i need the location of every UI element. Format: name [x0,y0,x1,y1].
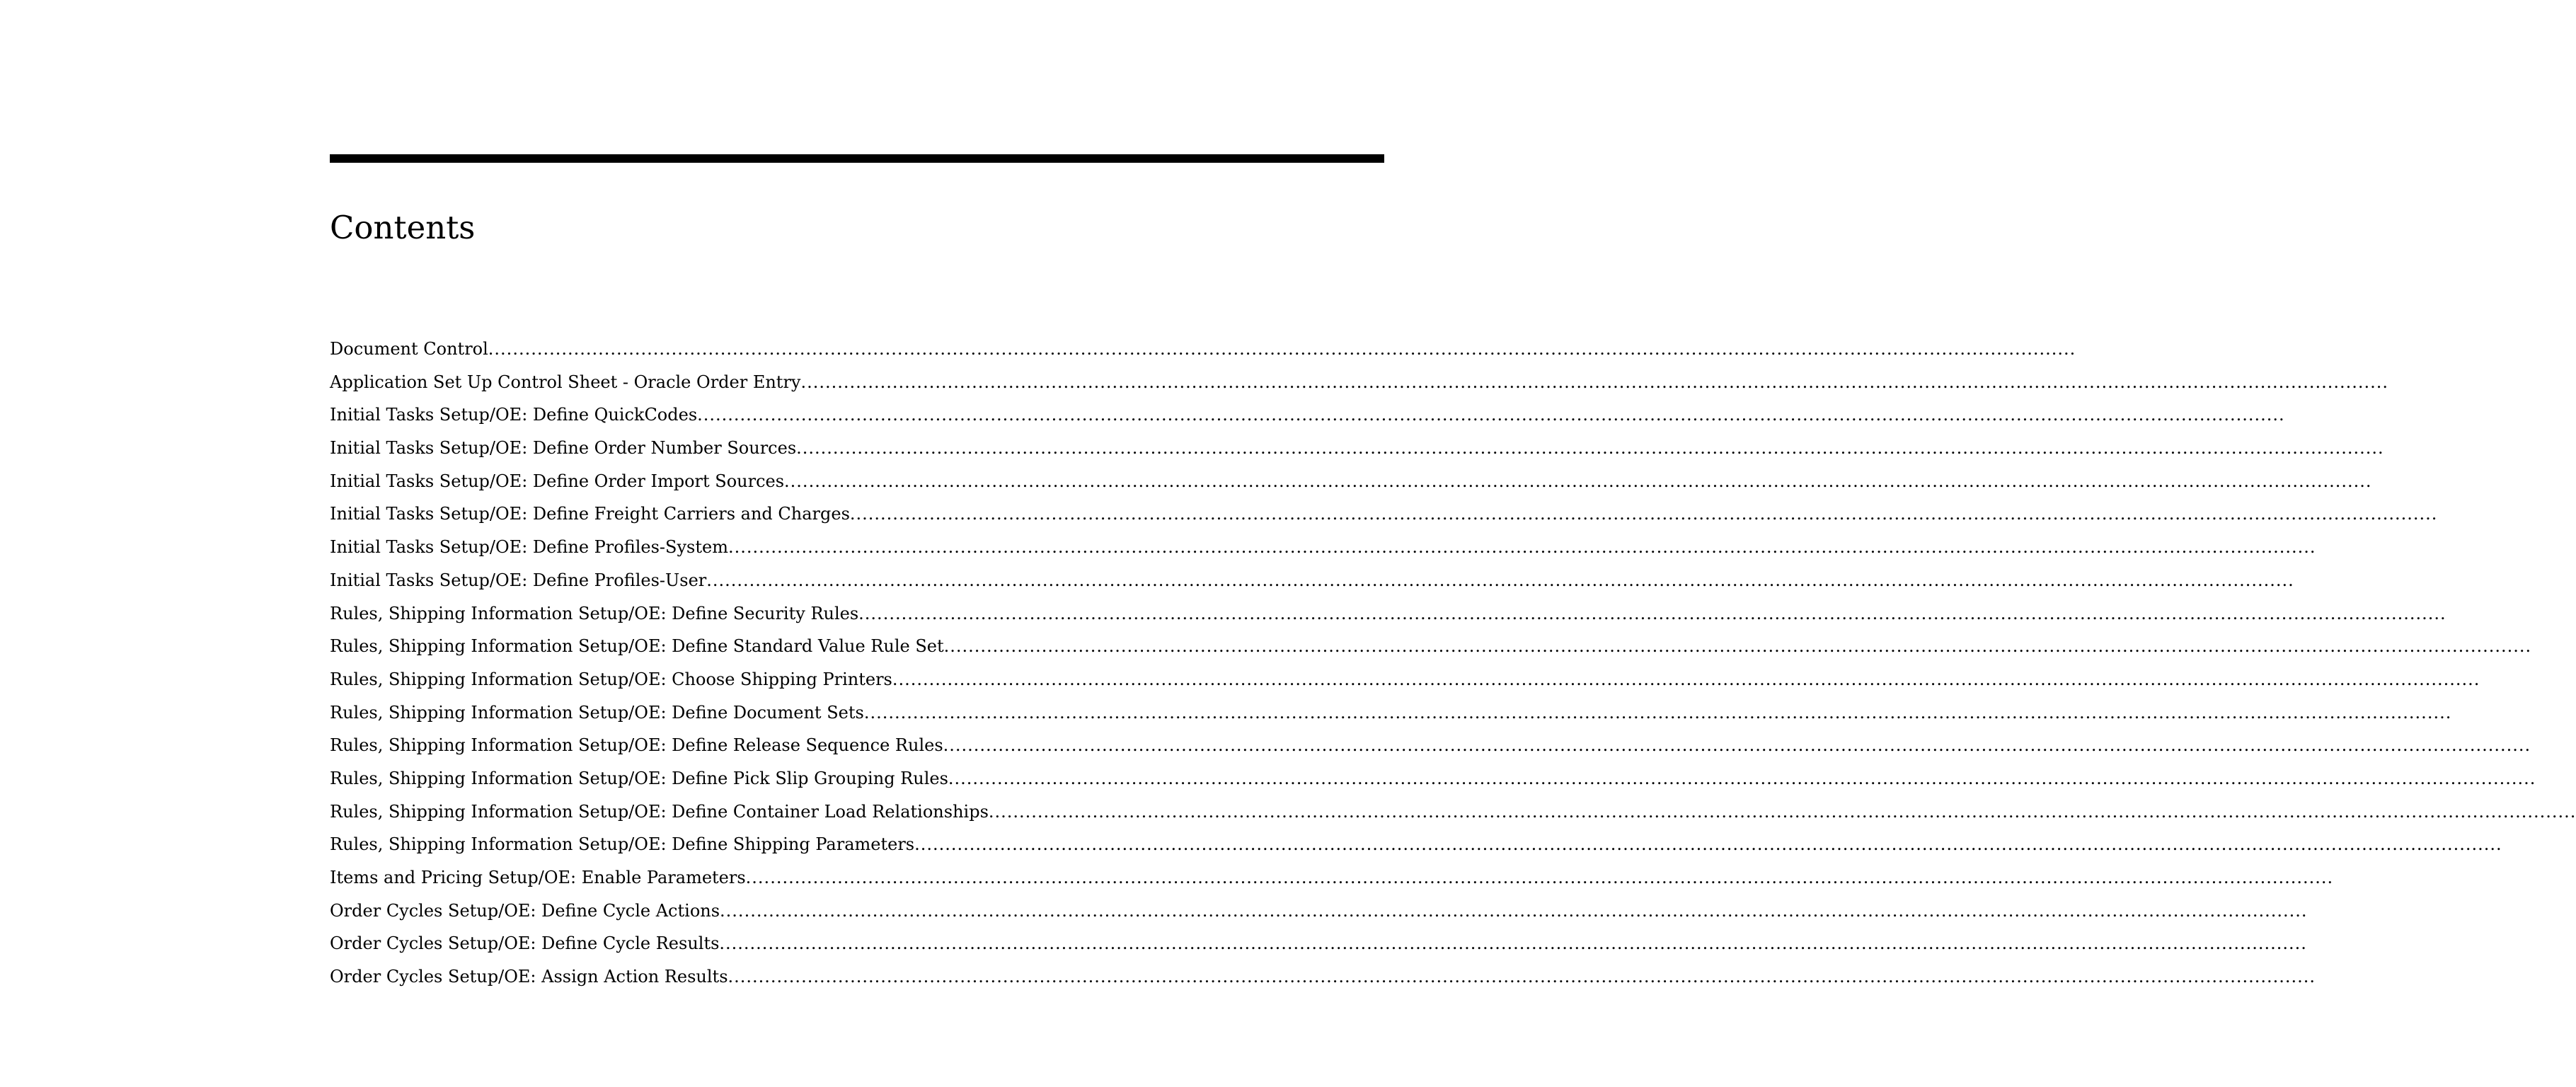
dot-leader: .................................................................................................................................................................................................................................................................... [863,702,2452,723]
toc-entry-label: Items and Pricing Setup/OE: Enable Parameters [330,868,746,887]
toc-entry[interactable] [330,665,2480,698]
toc-entry[interactable] [330,962,2316,996]
dot-leader: .................................................................................................................................................................................................................................................................... [796,438,2384,459]
toc-entry-label: Rules, Shipping Information Setup/OE: Define Shipping Parameters [330,834,915,855]
dot-leader: .................................................................................................................................................................................................................................................................... [800,372,2388,392]
dot-leader: .................................................................................................................................................................................................................................................................... [784,471,2372,491]
toc-entry-label: Initial Tasks Setup/OE: Define Order Import Sources [330,471,785,491]
dot-leader: .................................................................................................................................................................................................................................................................... [914,834,2502,855]
toc-entry[interactable] [330,731,2531,764]
toc-entry[interactable] [330,434,2384,467]
dot-leader: .................................................................................................................................................................................................................................................................... [720,900,2308,921]
toc-entry-label: Order Cycles Setup/OE: Define Cycle Actions [330,900,720,921]
dot-leader: .................................................................................................................................................................................................................................................................... [697,405,2285,425]
toc-entry-label: Initial Tasks Setup/OE: Define Profiles-User [330,570,707,590]
toc-entry-label: Rules, Shipping Information Setup/OE: Define Container Load Relationships [330,801,989,822]
toc-entry-label: Application Set Up Control Sheet - Oracle Order Entry [330,372,801,392]
page-title: Contents [330,209,476,246]
dot-leader: .................................................................................................................................................................................................................................................................... [849,504,2438,524]
toc-entry-label: Rules, Shipping Information Setup/OE: Define Standard Value Rule Set [330,636,944,657]
toc-entry[interactable] [330,764,2536,798]
dot-leader: .................................................................................................................................................................................................................................................................... [728,967,2316,987]
dot-leader: .................................................................................................................................................................................................................................................................... [719,933,2307,954]
toc-entry-label: Initial Tasks Setup/OE: Define Profiles-System [330,537,728,558]
toc-entry[interactable] [330,566,2294,599]
toc-entry[interactable] [330,863,2334,897]
dot-leader: .................................................................................................................................................................................................................................................................... [943,735,2531,756]
table-of-contents [330,335,2576,996]
toc-entry[interactable] [330,929,2307,962]
toc-entry-label: Rules, Shipping Information Setup/OE: Define Document Sets [330,702,864,723]
dot-leader: .................................................................................................................................................................................................................................................................... [728,537,2316,558]
toc-entry[interactable] [330,401,2285,434]
toc-entry[interactable] [330,467,2372,500]
dot-leader: .................................................................................................................................................................................................................................................................... [488,339,2076,359]
toc-entry[interactable] [330,500,2438,533]
toc-entry[interactable] [330,599,2446,633]
dot-leader: .................................................................................................................................................................................................................................................................... [948,768,2536,788]
dot-leader: .................................................................................................................................................................................................................................................................... [706,570,2294,590]
dot-leader: .................................................................................................................................................................................................................................................................... [858,603,2446,623]
toc-entry-label: Initial Tasks Setup/OE: Define Order Number Sources [330,438,797,459]
dot-leader: .................................................................................................................................................................................................................................................................... [988,801,2576,822]
toc-entry-label: Rules, Shipping Information Setup/OE: Define Security Rules [330,603,859,623]
toc-entry-label: Rules, Shipping Information Setup/OE: Choose Shipping Printers [330,669,892,689]
toc-entry-label: Rules, Shipping Information Setup/OE: Define Pick Slip Grouping Rules [330,768,948,788]
toc-entry[interactable] [330,698,2452,732]
toc-entry[interactable] [330,897,2308,930]
toc-entry-label: Order Cycles Setup/OE: Define Cycle Results [330,933,720,954]
dot-leader: .................................................................................................................................................................................................................................................................... [745,868,2334,887]
toc-entry[interactable] [330,533,2316,566]
toc-entry-label: Rules, Shipping Information Setup/OE: Define Release Sequence Rules [330,735,943,756]
toc-entry[interactable] [330,368,2388,401]
heading-rule [330,154,1384,163]
toc-entry[interactable] [330,632,2532,665]
toc-entry[interactable] [330,798,2576,831]
toc-entry[interactable] [330,830,2502,863]
dot-leader: .................................................................................................................................................................................................................................................................... [943,636,2532,657]
toc-entry-label: Order Cycles Setup/OE: Assign Action Results [330,967,728,987]
toc-entry-label: Document Control [330,339,488,359]
toc-entry-label: Initial Tasks Setup/OE: Define QuickCodes [330,405,698,425]
dot-leader: .................................................................................................................................................................................................................................................................... [892,669,2480,689]
toc-entry[interactable] [330,335,2076,368]
toc-entry-label: Initial Tasks Setup/OE: Define Freight Carriers and Charges [330,504,850,524]
